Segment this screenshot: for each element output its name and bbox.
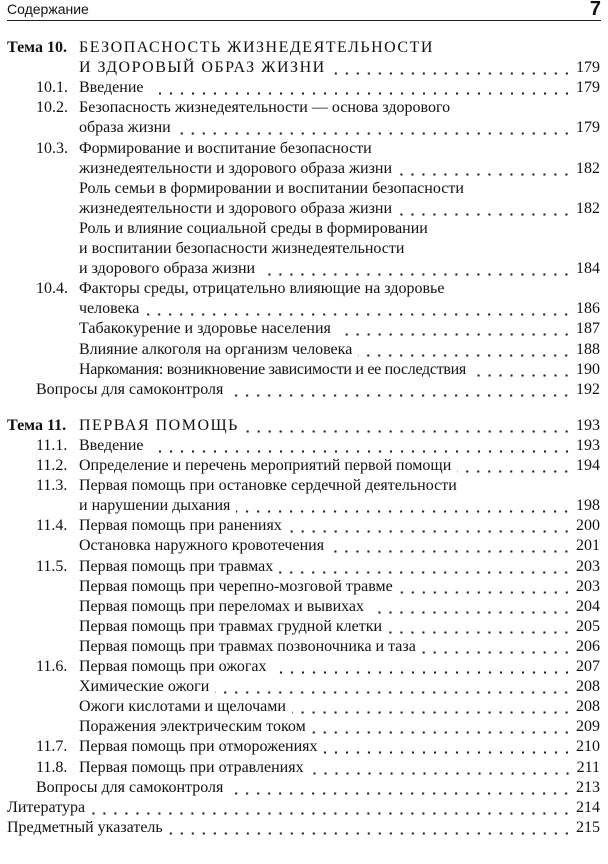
toc-page-number: 194 <box>576 457 600 474</box>
toc-label: 11.8. <box>36 758 68 776</box>
toc-entry[interactable] <box>0 516 608 536</box>
leader-dots <box>150 92 573 95</box>
toc-title-line: БЕЗОПАСНОСТЬ ЖИЗНЕДЕЯТЕЛЬНОСТИ <box>79 39 434 56</box>
toc-page-number: 179 <box>576 59 600 77</box>
toc-title-line: Остановка наружного кровотечения <box>79 537 325 555</box>
leader-dots <box>91 812 572 815</box>
leader-dots <box>279 571 572 574</box>
leader-dots <box>398 213 572 216</box>
toc-label: 11.5. <box>36 557 68 575</box>
toc-title-line: Вопросы для самоконтроля <box>36 380 224 398</box>
toc-title-line: и нарушении дыхания <box>79 497 231 515</box>
toc-entry[interactable] <box>0 778 608 798</box>
toc-label: Тема 11. <box>7 416 67 434</box>
leader-dots <box>236 510 572 513</box>
toc-page-number: 211 <box>576 758 600 776</box>
leader-dots <box>388 631 572 634</box>
toc-title-line: образа жизни <box>79 119 171 137</box>
toc-page-number: 200 <box>576 517 600 535</box>
toc-title-line: Химические ожоги <box>79 678 210 696</box>
leader-dots <box>273 671 572 674</box>
toc-page-number: 210 <box>576 738 600 756</box>
leader-dots <box>177 132 572 135</box>
toc-title-line: жизнедеятельности и здорового образа жизни <box>79 199 393 217</box>
toc-title-line: Предметный указатель <box>7 818 163 836</box>
toc-entry[interactable] <box>0 697 608 717</box>
toc-page-number: 207 <box>576 658 600 675</box>
toc-page-number: 213 <box>576 778 600 796</box>
toc-label: 11.2. <box>36 457 68 474</box>
toc-title-line: Поражения электрическим током <box>79 718 306 736</box>
toc-entry[interactable] <box>0 536 608 556</box>
toc-title-line: Роль и влияние социальной среды в формировании <box>79 219 428 237</box>
toc-title-line: Первая помощь при остановке сердечной деятельности <box>79 477 457 495</box>
toc-page-number: 193 <box>576 416 600 434</box>
toc-label: 10.3. <box>36 139 68 157</box>
toc-title-line: Первая помощь при травмах грудной клетки <box>79 617 383 635</box>
toc-title-line: Первая помощь при ожогах <box>79 658 267 675</box>
toc-title-line: Первая помощь при ранениях <box>79 517 282 535</box>
toc-title-line: Введение <box>79 436 144 454</box>
leader-dots <box>245 430 572 433</box>
toc-page-number: 179 <box>576 119 600 137</box>
leader-dots <box>145 313 572 316</box>
toc-label: 11.4. <box>36 517 68 535</box>
leader-dots <box>457 470 572 473</box>
leader-dots <box>229 394 572 397</box>
toc-entry[interactable] <box>0 717 608 737</box>
page-number: 7 <box>589 0 601 20</box>
toc-entry[interactable] <box>0 360 608 380</box>
toc-label: 10.1. <box>36 79 68 97</box>
toc-title-line: ПЕРВАЯ ПОМОЩЬ <box>79 416 239 434</box>
leader-dots <box>370 611 572 614</box>
toc-label: 11.3. <box>36 477 68 495</box>
toc-entry[interactable] <box>0 436 608 456</box>
toc-entry[interactable] <box>0 179 608 219</box>
toc-entry[interactable] <box>0 677 608 697</box>
toc-entry[interactable] <box>0 340 608 360</box>
toc-page-number: 203 <box>576 577 600 595</box>
page-header <box>7 0 601 21</box>
leader-dots <box>330 550 572 553</box>
toc-page-number: 203 <box>576 557 600 575</box>
leader-dots <box>215 691 572 694</box>
toc-entry[interactable] <box>0 737 608 757</box>
toc-entry[interactable] <box>0 758 608 778</box>
toc-entry[interactable] <box>0 577 608 597</box>
toc-title-line: Определение и перечень мероприятий первой помощи <box>79 457 452 474</box>
leader-dots <box>261 273 572 276</box>
leader-dots <box>398 173 572 176</box>
toc-page-number: 205 <box>576 617 600 635</box>
toc-entry[interactable] <box>0 637 608 657</box>
toc-title-line: Введение <box>79 79 144 97</box>
toc-page-number: 204 <box>576 597 600 615</box>
leader-dots <box>358 354 572 357</box>
leader-dots <box>288 530 572 533</box>
toc-entry[interactable] <box>0 219 608 279</box>
toc-label: 10.2. <box>36 99 68 117</box>
leader-dots <box>169 832 572 835</box>
toc-title-line: Первая помощь при отравлениях <box>79 758 304 776</box>
toc-entry[interactable] <box>0 597 608 617</box>
toc-title-line: Первая помощь при травмах позвоночника и таза <box>79 637 416 655</box>
toc-title-line: Безопасность жизнедеятельности — основа здорового <box>79 99 451 117</box>
toc-label: 11.7. <box>36 738 68 756</box>
toc-entry[interactable] <box>0 557 608 577</box>
toc-label: Тема 10. <box>7 39 67 56</box>
running-title: Содержание <box>7 1 89 17</box>
toc-page-number: 186 <box>576 300 600 318</box>
toc-title-line: Первая помощь при черепно-мозговой травме <box>79 577 393 595</box>
leader-dots <box>150 450 573 453</box>
toc-entry[interactable] <box>0 380 608 400</box>
toc-title-line: Первая помощь при травмах <box>79 557 274 575</box>
toc-page-number: 208 <box>576 678 600 696</box>
toc-page-number: 192 <box>576 380 600 398</box>
toc-page-number: 184 <box>576 260 600 278</box>
toc-title-line: Формирование и воспитание безопасности <box>79 139 372 157</box>
leader-dots <box>229 792 572 795</box>
leader-dots <box>312 731 572 734</box>
toc-title-line: Факторы среды, отрицательно влияющие на здоровье <box>79 280 445 298</box>
toc-page-number: 187 <box>576 320 600 338</box>
toc-entry[interactable] <box>0 798 608 818</box>
toc-title-line: Литература <box>7 798 86 816</box>
toc-title-line: Табакокурение и здоровье населения <box>79 320 331 338</box>
toc-entry[interactable] <box>0 319 608 339</box>
toc-label: 11.1. <box>36 436 68 454</box>
toc-page-number: 198 <box>576 497 600 515</box>
toc-title-line: Вопросы для самоконтроля <box>36 778 224 796</box>
toc-page-number: 190 <box>576 360 600 378</box>
toc-title-line: И ЗДОРОВЫЙ ОБРАЗ ЖИЗНИ <box>79 59 326 77</box>
toc-label: 11.6. <box>36 658 68 675</box>
toc-entry[interactable] <box>0 139 608 179</box>
toc-entry[interactable] <box>0 657 608 677</box>
leader-dots <box>422 651 572 654</box>
toc-entry[interactable] <box>0 818 608 838</box>
leader-dots <box>337 333 572 336</box>
toc-entry[interactable] <box>0 416 608 436</box>
leader-dots <box>324 751 572 754</box>
toc-entry[interactable] <box>0 617 608 637</box>
toc-title-line: Влияние алкоголя на организм человека <box>79 340 353 358</box>
leader-dots <box>292 711 572 714</box>
toc-page-number: 214 <box>576 798 600 816</box>
toc-page-number: 182 <box>576 199 600 217</box>
toc-page-number: 179 <box>576 79 600 97</box>
toc-title-line: и воспитании безопасности жизнедеятельности <box>79 239 405 257</box>
toc-page-number: 201 <box>576 537 600 555</box>
toc-entry[interactable] <box>0 456 608 476</box>
toc-page-number: 208 <box>576 698 600 716</box>
toc-page-number: 215 <box>576 818 600 836</box>
toc-entry[interactable] <box>0 78 608 98</box>
toc-page-number: 206 <box>576 637 600 655</box>
leader-dots <box>399 591 572 594</box>
toc-title-line: Наркомания: возникновение зависимости и ее последствия <box>79 360 466 378</box>
toc-entry[interactable] <box>0 476 608 516</box>
leader-dots <box>472 374 572 377</box>
toc-page-number: 209 <box>576 718 600 736</box>
toc-page-number: 188 <box>576 340 600 358</box>
toc-title-line: Первая помощь при отморожениях <box>79 738 318 756</box>
toc-title-line: Первая помощь при переломах и вывихах <box>79 597 365 615</box>
toc-entry[interactable] <box>0 38 608 78</box>
toc-page-number: 182 <box>576 159 600 177</box>
toc-entry[interactable] <box>0 98 608 138</box>
toc-title-line: жизнедеятельности и здорового образа жизни <box>79 159 393 177</box>
leader-dots <box>310 772 573 775</box>
leader-dots <box>332 72 572 75</box>
toc-title-line: Ожоги кислотами и щелочами <box>79 698 286 716</box>
toc-page-number: 193 <box>576 436 600 454</box>
toc-title-line: человека <box>79 300 140 318</box>
toc-title-line: Роль семьи в формировании и воспитании безопасности <box>79 179 464 197</box>
toc-title-line: и здорового образа жизни <box>79 260 256 278</box>
toc-entry[interactable] <box>0 279 608 319</box>
toc-label: 10.4. <box>36 280 68 298</box>
